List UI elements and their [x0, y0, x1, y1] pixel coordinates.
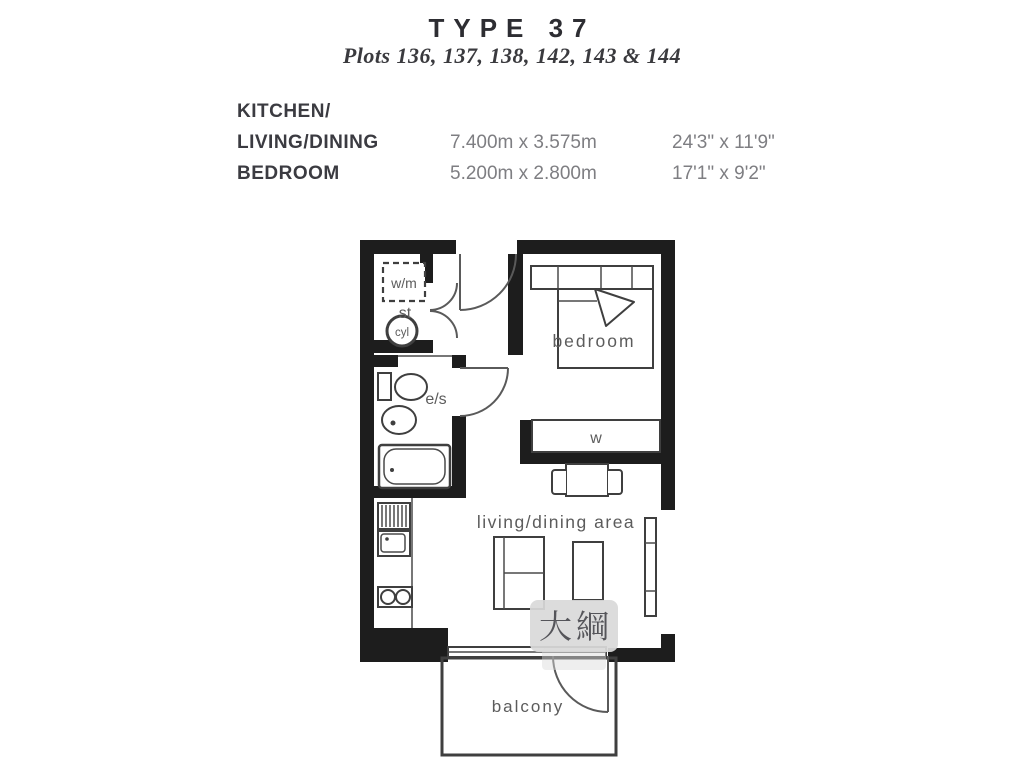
entry-door	[460, 254, 516, 310]
caption-box-tail	[542, 648, 606, 670]
caption-overlay	[530, 600, 618, 670]
room-label-kitchen: KITCHEN/	[237, 100, 331, 122]
bedroom-metric: 5.200m x 2.800m	[450, 162, 597, 184]
ensuite-door	[460, 368, 508, 416]
wash-basin	[382, 406, 416, 434]
bathtub	[379, 445, 450, 488]
coffee-table	[573, 542, 603, 600]
bedroom-label: bedroom	[552, 331, 636, 351]
page-title: TYPE 37	[428, 13, 596, 43]
hob	[378, 587, 412, 607]
store-bifold-doors	[430, 283, 457, 338]
cylinder-label: cyl	[394, 327, 410, 339]
draining-board	[378, 503, 410, 529]
living-room-window	[645, 518, 656, 616]
living-dining-label: living/dining area	[476, 512, 636, 532]
room-label-living-dining: LIVING/DINING	[237, 131, 379, 153]
store-label: st	[398, 305, 412, 322]
ensuite-label: e/s	[425, 391, 447, 408]
kitchen-sink	[378, 531, 410, 556]
bed	[531, 266, 653, 368]
bedroom-imperial: 17'1" x 9'2"	[672, 162, 766, 184]
dining-table	[566, 464, 608, 496]
wardrobe-label: w	[590, 430, 602, 447]
sofa	[494, 537, 544, 609]
page-subtitle: Plots 136, 137, 138, 142, 143 & 144	[342, 43, 682, 68]
balcony-label: balcony	[491, 697, 565, 716]
living-dining-metric: 7.400m x 3.575m	[450, 131, 597, 153]
living-dining-imperial: 24'3" x 11'9"	[672, 131, 775, 153]
washer-label: w/m	[391, 275, 417, 291]
toilet	[378, 373, 427, 400]
room-label-bedroom: BEDROOM	[237, 162, 340, 184]
caption-text: 大綱	[539, 607, 613, 646]
